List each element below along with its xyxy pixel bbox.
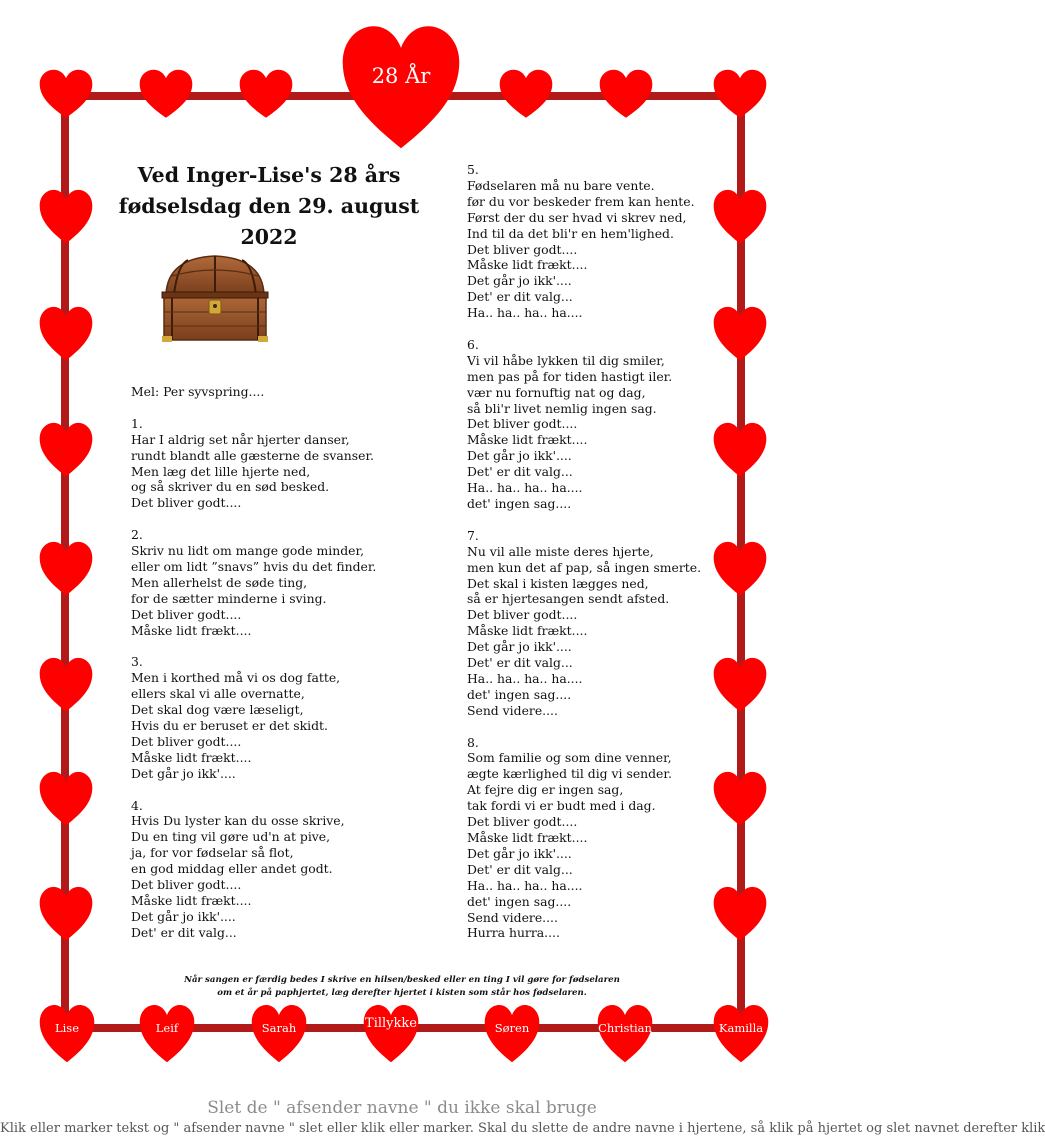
verse-line: Det bliver godt.... bbox=[131, 733, 242, 749]
delete-names-instruction: Slet de " afsender navne " du ikke skal bruge bbox=[207, 1098, 597, 1118]
heart-label: Sarah bbox=[261, 1021, 297, 1035]
verse-line: Måske lidt frækt.... bbox=[131, 749, 252, 765]
border-heart bbox=[712, 770, 768, 828]
verse-line: Det' er dit valg... bbox=[467, 289, 573, 305]
name-heart-3[interactable] bbox=[362, 1003, 420, 1065]
border-heart bbox=[712, 885, 768, 943]
verse-line: Det bliver godt.... bbox=[467, 814, 578, 830]
verse-line: ja, for vor fødselar så flot, bbox=[131, 845, 294, 861]
border-heart bbox=[38, 770, 94, 828]
verse-number: 2. bbox=[131, 527, 143, 543]
verse-line: Har I aldrig set når hjerter danser, bbox=[131, 431, 350, 447]
name-heart-2[interactable] bbox=[250, 1003, 308, 1065]
verse-line: Måske lidt frækt.... bbox=[131, 892, 252, 908]
page-title bbox=[100, 160, 438, 253]
note-line-1: Når sangen er færdig bedes I skrive en hilsen/besked eller en ting I vil gøre for fødselaren bbox=[184, 975, 620, 985]
border-heart bbox=[712, 656, 768, 714]
name-heart-1[interactable] bbox=[138, 1003, 196, 1065]
verse-line: før du vor beskeder frem kan hente. bbox=[467, 193, 695, 209]
verse-line: Send videre.... bbox=[467, 702, 558, 718]
verse-number: 7. bbox=[467, 527, 479, 543]
verse-line: Ha.. ha.. ha.. ha.... bbox=[467, 305, 583, 321]
heart-label: Kamilla bbox=[718, 1021, 764, 1035]
verse-line: ellers skal vi alle overnatte, bbox=[131, 686, 305, 702]
verse-line: Måske lidt frækt.... bbox=[467, 830, 588, 846]
verse-line: Først der du ser hvad vi skrev ned, bbox=[467, 209, 687, 225]
verse-number: 8. bbox=[467, 734, 479, 750]
verse-line: Det bliver godt.... bbox=[467, 241, 578, 257]
verse-line: Måske lidt frækt.... bbox=[131, 622, 252, 638]
verse-line: Det' er dit valg... bbox=[467, 464, 573, 480]
name-heart-6[interactable] bbox=[712, 1003, 770, 1065]
verse-line: tak fordi vi er budt med i dag. bbox=[467, 798, 656, 814]
verse-line: Men læg det lille hjerte ned, bbox=[131, 463, 311, 479]
instruction-note bbox=[170, 974, 634, 1000]
verse-number: 5. bbox=[467, 162, 479, 177]
verse-line: Det bliver godt.... bbox=[131, 606, 242, 622]
verse-line: Nu vil alle miste deres hjerte, bbox=[467, 543, 654, 559]
border-heart bbox=[498, 68, 554, 120]
heart-label: Søren bbox=[494, 1021, 530, 1035]
border-heart bbox=[712, 68, 768, 120]
verse-line: det' ingen sag.... bbox=[467, 496, 572, 512]
verse-line: så er hjertesangen sendt afsted. bbox=[467, 591, 670, 607]
verse-line: Det går jo ikk'.... bbox=[467, 639, 572, 655]
verse-line: men pas på for tiden hastigt iler. bbox=[467, 368, 673, 384]
verse-line: Det bliver godt.... bbox=[467, 416, 578, 432]
verse-line: Du en ting vil gøre ud'n at pive, bbox=[131, 829, 331, 845]
verse-line: Men allerhelst de søde ting, bbox=[131, 574, 308, 590]
border-heart bbox=[38, 421, 94, 479]
melody-line: Mel: Per syvspring.... bbox=[131, 384, 265, 399]
verse-line: Send videre.... bbox=[467, 909, 558, 925]
verse-line: Det bliver godt.... bbox=[131, 877, 242, 893]
verse-line: Det' er dit valg... bbox=[467, 655, 573, 671]
border-heart bbox=[38, 885, 94, 943]
verse-line: men kun det af pap, så ingen smerte. bbox=[467, 559, 702, 575]
verse-line: Måske lidt frækt.... bbox=[467, 257, 588, 273]
verse-line: Som familie og som dine venner, bbox=[467, 750, 672, 766]
name-heart-5[interactable] bbox=[596, 1003, 654, 1065]
border-heart bbox=[712, 305, 768, 363]
verse-line: Hurra hurra.... bbox=[467, 925, 560, 941]
age-heart[interactable] bbox=[339, 22, 463, 154]
verse-line: rundt blandt alle gæsterne de svanser. bbox=[131, 447, 374, 463]
border-heart bbox=[38, 656, 94, 714]
heart-label: Christian bbox=[598, 1021, 652, 1035]
heart-label: 28 År bbox=[371, 64, 431, 88]
verse-line: Det bliver godt.... bbox=[467, 607, 578, 623]
song-column-left bbox=[131, 384, 376, 941]
border-heart bbox=[598, 68, 654, 120]
verse-line: Hvis Du lyster kan du osse skrive, bbox=[131, 813, 345, 829]
verse-line: vær nu fornuftig nat og dag, bbox=[467, 384, 646, 400]
song-column-right bbox=[467, 162, 701, 941]
verse-line: Det skal i kisten lægges ned, bbox=[467, 575, 649, 591]
name-heart-0[interactable] bbox=[38, 1003, 96, 1065]
verse-line: Det går jo ikk'.... bbox=[131, 908, 236, 924]
verse-line: Det' er dit valg... bbox=[131, 924, 237, 940]
title-line-2: fødselsdag den 29. august 2022 bbox=[118, 194, 420, 249]
verse-line: Fødselaren må nu bare vente. bbox=[467, 177, 655, 193]
note-line-2: om et år på paphjertet, læg derefter hjertet i kisten som står hos fødselaren. bbox=[217, 988, 587, 998]
verse-number: 4. bbox=[131, 797, 143, 813]
verse-line: Det går jo ikk'.... bbox=[467, 273, 572, 289]
verse-line: Det' er dit valg... bbox=[467, 861, 573, 877]
verse-line: Måske lidt frækt.... bbox=[467, 623, 588, 639]
heart-label: Leif bbox=[155, 1021, 179, 1035]
verse-line: Hvis du er beruset er det skidt. bbox=[131, 717, 328, 733]
verse-line: Ind til da det bli'r en hem'lighed. bbox=[467, 225, 674, 241]
border-heart bbox=[38, 188, 94, 246]
verse-line: Men i korthed må vi os dog fatte, bbox=[131, 670, 341, 686]
verse-line: Måske lidt frækt.... bbox=[467, 432, 588, 448]
border-heart bbox=[712, 421, 768, 479]
verse-line: det' ingen sag.... bbox=[467, 686, 572, 702]
border-heart bbox=[238, 68, 294, 120]
verse-line: Ha.. ha.. ha.. ha.... bbox=[467, 480, 583, 496]
verse-line: Det bliver godt.... bbox=[131, 495, 242, 511]
verse-line: ægte kærlighed til dig vi sender. bbox=[467, 766, 672, 782]
border-heart bbox=[138, 68, 194, 120]
verse-line: så bli'r livet nemlig ingen sag. bbox=[467, 400, 657, 416]
name-heart-4[interactable] bbox=[483, 1003, 541, 1065]
border-heart bbox=[712, 188, 768, 246]
verse-number: 3. bbox=[131, 654, 143, 670]
verse-line: Det går jo ikk'.... bbox=[467, 448, 572, 464]
title-line-1: Ved Inger-Lise's 28 års bbox=[137, 163, 401, 187]
verse-line: og så skriver du en sød besked. bbox=[131, 479, 330, 495]
verse-line: eller om lidt ”snavs” hvis du det finder. bbox=[131, 558, 377, 574]
verse-number: 1. bbox=[131, 415, 143, 431]
verse-line: Ha.. ha.. ha.. ha.... bbox=[467, 877, 583, 893]
verse-line: At fejre dig er ingen sag, bbox=[467, 782, 624, 798]
heart-label: Tillykke bbox=[365, 1016, 417, 1031]
cropped-help-text: Klik eller marker tekst og " afsender navne " slet eller klik eller marker. Skal du slette de andre navne i hjertene, så klik på hjertet og slet navnet derefter klik bbox=[0, 1121, 1045, 1136]
verse-line: det' ingen sag.... bbox=[467, 893, 572, 909]
border-heart bbox=[38, 540, 94, 598]
verse-line: for de sætter minderne i sving. bbox=[131, 590, 327, 606]
verse-line: Det skal dog være læseligt, bbox=[131, 702, 304, 718]
border-heart bbox=[38, 68, 94, 120]
border-heart bbox=[38, 305, 94, 363]
verse-line: Ha.. ha.. ha.. ha.... bbox=[467, 670, 583, 686]
heart-label: Lise bbox=[54, 1021, 80, 1035]
verse-line: Det går jo ikk'.... bbox=[131, 765, 236, 781]
verse-number: 6. bbox=[467, 336, 479, 352]
verse-line: Vi vil håbe lykken til dig smiler, bbox=[467, 352, 665, 368]
verse-line: Det går jo ikk'.... bbox=[467, 845, 572, 861]
border-heart bbox=[712, 540, 768, 598]
treasure-chest-image bbox=[158, 250, 272, 346]
verse-line: en god middag eller andet godt. bbox=[131, 861, 333, 877]
verse-line: Skriv nu lidt om mange gode minder, bbox=[131, 543, 365, 559]
